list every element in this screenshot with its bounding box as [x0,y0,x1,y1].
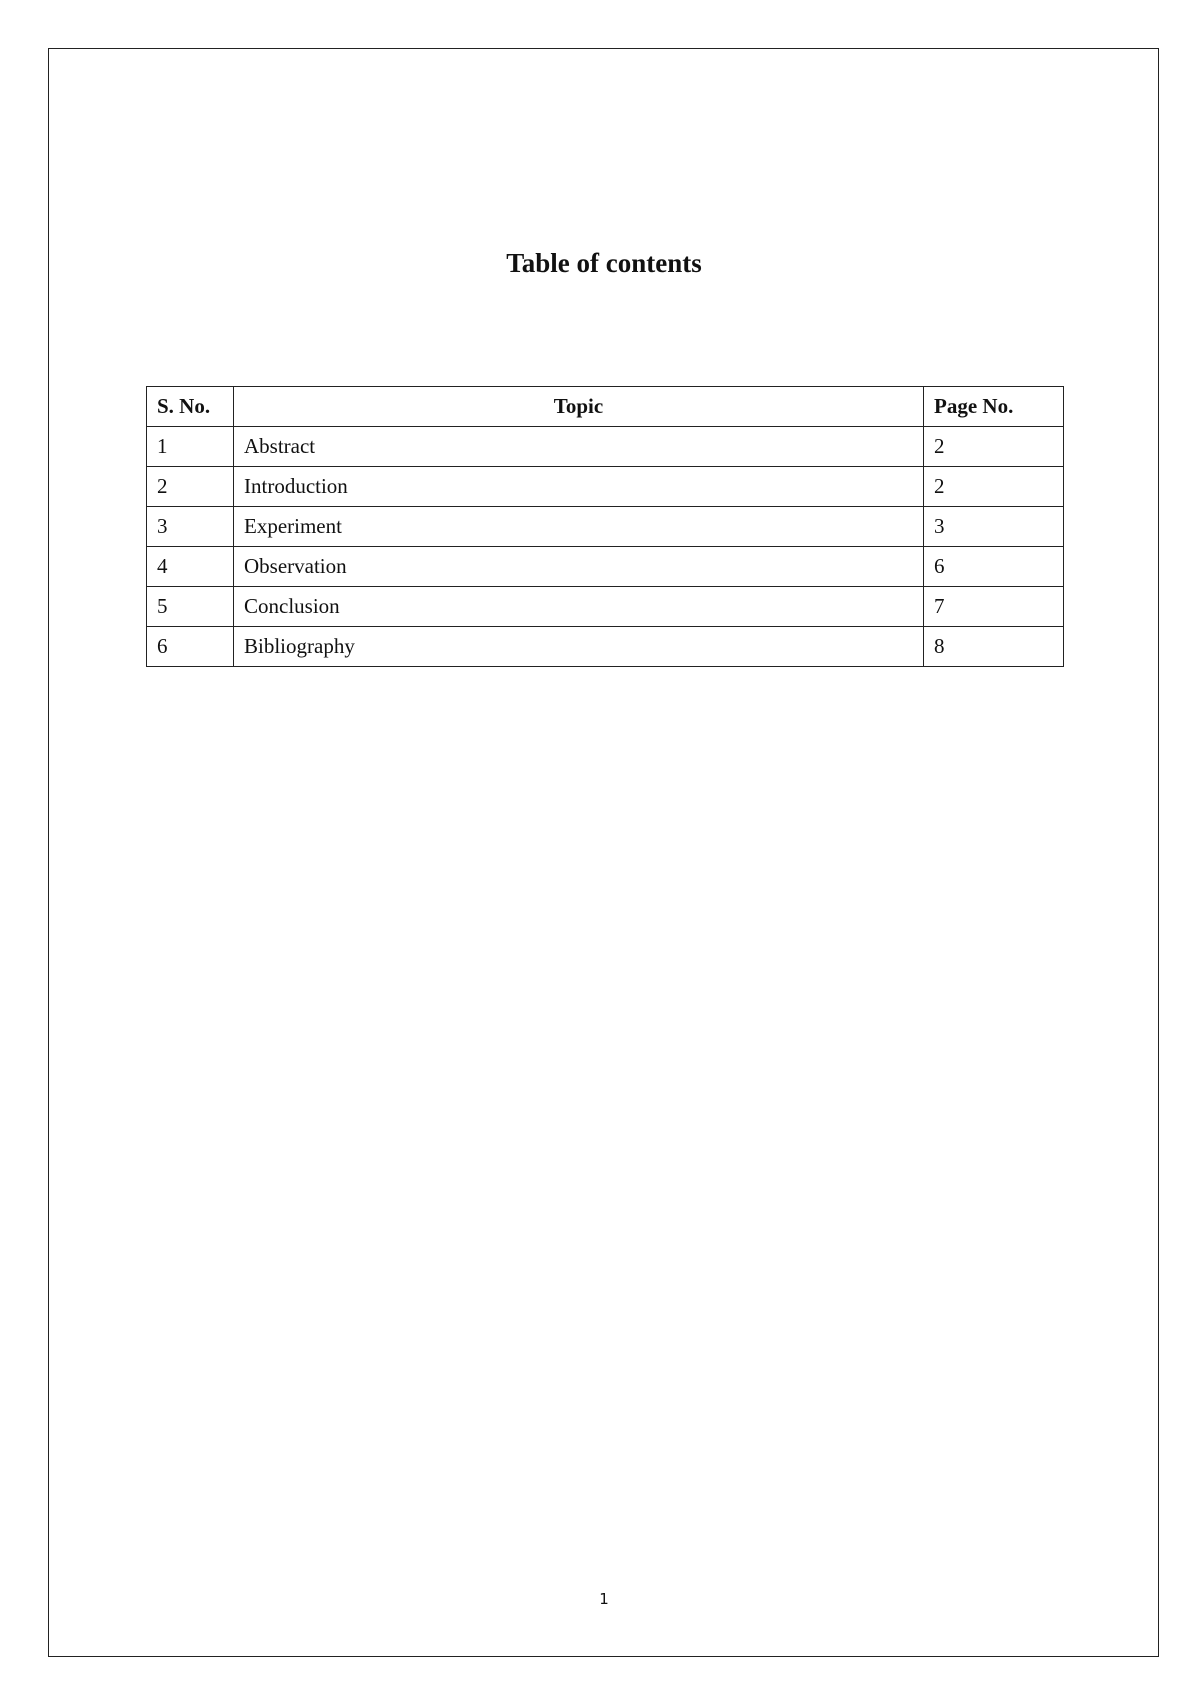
row-page-number: 2 [924,467,1064,507]
table-row [147,427,1064,467]
table-row [147,467,1064,507]
table-row [147,547,1064,587]
page-border [48,48,1159,1657]
table-row [147,587,1064,627]
row-topic: Observation [234,547,924,587]
row-serial-number: 2 [147,467,234,507]
row-topic: Abstract [234,427,924,467]
row-page-number: 8 [924,627,1064,667]
row-page-number: 6 [924,547,1064,587]
header-topic: Topic [234,387,924,427]
header-serial-number: S. No. [147,387,234,427]
row-page-number: 2 [924,427,1064,467]
table-of-contents [146,386,1064,667]
row-serial-number: 5 [147,587,234,627]
row-topic: Bibliography [234,627,924,667]
row-serial-number: 6 [147,627,234,667]
row-topic: Experiment [234,507,924,547]
row-page-number: 3 [924,507,1064,547]
page-title: Table of contents [506,248,702,278]
row-serial-number: 1 [147,427,234,467]
table-row [147,507,1064,547]
header-page-number: Page No. [924,387,1064,427]
row-topic: Introduction [234,467,924,507]
row-topic: Conclusion [234,587,924,627]
page-number: 1 [599,1590,609,1608]
row-serial-number: 3 [147,507,234,547]
row-serial-number: 4 [147,547,234,587]
table-row [147,627,1064,667]
table-header-row [147,387,1064,427]
row-page-number: 7 [924,587,1064,627]
